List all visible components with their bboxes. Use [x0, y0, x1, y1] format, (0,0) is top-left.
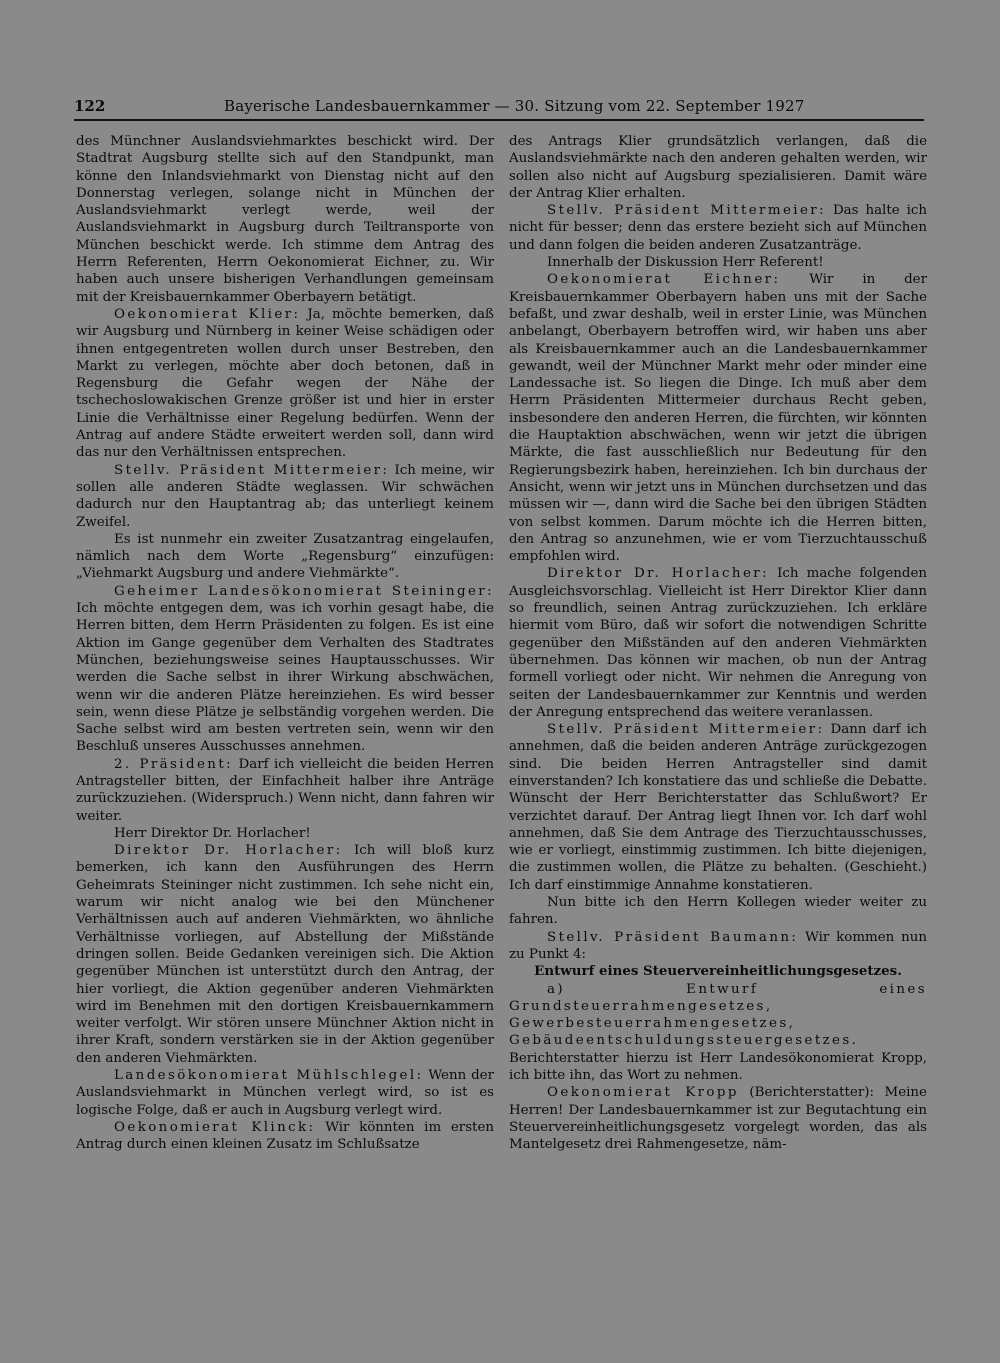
paragraph-text: Dann darf ich annehmen, daß die beiden anderen Anträge zurückgezogen sind. Die beiden Herren Antragsteller sind damit einverstanden? Ich konstatiere das und schließe die Debatte. Wünscht der Herr Berichterstatter das Schlußwort? Er verzichtet darauf. Der Antrag liegt Ihnen vor. Ich darf wohl annehmen, daß Sie dem Antrage des Tierzuchtausschusses, wie er vorliegt, einstimmig zustimmen. Ich bitte diejenigen, die zustimmen wollen, die Plätze zu behalten. (Geschieht.) Ich darf einstimmige Annahme konstatieren.	[509, 722, 927, 893]
paragraph-text: Wir in der Kreisbauernkammer Oberbayern haben uns mit der Sache befaßt, und zwar deshalb, weil in erster Linie, was München anbelangt, Oberbayern betroffen wird, wir haben uns aber als Kreisbauernkammer auch an die Landesbauernkammer gewandt, weil der Münchner Markt mehr oder minder eine Landessache ist. So liegen die Dinge. Ich muß aber dem Herrn Präsidenten Mittermeier durchaus Recht geben, insbesondere den anderen Herren, die fürchten, wir könnten die Hauptaktion abschwächen, wenn wir jetzt die übrigen Märkte, die fast ausschließlich nur Bedeutung für den Regierungsbezirk haben, hereinziehen. Ich bin durchaus der Ansicht, wenn wir jetzt uns in München durchsetzen und das müssen wir —, dann wird die Sache bei den übrigen Städten von selbst kommen. Darum möchte ich die Herren bitten, den Antrag so anzunehmen, wie er vom Tierzuchtausschuß empfohlen wird.	[509, 272, 927, 565]
paragraph-text: Nun bitte ich den Herrn Kollegen wieder weiter zu fahren.	[509, 895, 927, 928]
paragraph-text: Ja, möchte bemerken, daß wir Augsburg und Nürnberg in keiner Weise schädigen oder ihnen entgegentreten wollen durch unser Bestreben, den Markt zu verlegen, möchte aber doch betonen, daß in Regensburg die Gefahr wegen der Nähe der tschechoslowakischen Grenze größer ist und hier in erster Linie die Verhältnisse einer Regelung bedürfen. Wenn der Antrag auf andere Städte erweitert werden soll, dann wird das nur den Verhältnissen entsprechen.	[76, 306, 494, 461]
paragraph	[509, 929, 927, 964]
paragraph-text: Innerhalb der Diskussion Herr Referent!	[547, 255, 824, 271]
paragraph	[76, 462, 494, 531]
paragraph	[509, 894, 927, 929]
speaker-name: Oekonomierat Klier:	[114, 306, 301, 322]
paragraph	[76, 583, 494, 756]
left-column	[76, 133, 494, 1154]
paragraph-text: Berichterstatter hierzu ist Herr Landesökonomierat Kropp, ich bitte ihn, das Wort zu nehmen.	[509, 1050, 927, 1084]
section-heading	[509, 963, 927, 980]
speaker-name: Oekonomierat Eichner:	[547, 272, 781, 288]
paragraph	[509, 565, 927, 721]
speaker-name: Landesökonomierat Mühlschlegel:	[114, 1068, 424, 1084]
paragraph-text: Das halte ich nicht für besser; denn das erstere bezieht sich auf München und dann folgen die beiden anderen Zusatzanträge.	[509, 203, 927, 253]
speaker-name: Geheimer Landesökonomierat Steininger:	[114, 583, 494, 599]
paragraph-text: Ich möchte entgegen dem, was ich vorhin gesagt habe, die Herren bitten, dem Herrn Präsidenten zu folgen. Es ist eine Aktion im Gange gegenüber dem Verhalten des Stadtrates München, beziehungsweise seines Hauptausschusses. Wir werden die Sache selbst in ihrer Wirkung abschwächen, wenn wir die anderen Plätze hereinziehen. Es wird besser sein, wenn diese Plätze je selbständig vorgehen werden. Die Sache selbst wird am besten vertreten sein, wenn wir den Beschluß unseres Ausschusses annehmen.	[76, 601, 494, 755]
paragraph-text: des Münchner Auslandsviehmarktes beschickt wird. Der Stadtrat Augsburg stellte sich auf den Standpunkt, man könne den Inlandsviehmarkt von Dienstag nicht auf den Donnerstag verlegen, solange nicht in München der Auslandsviehmarkt verlegt werde, weil der Auslandsviehmarkt in Augsburg durch Teiltransporte von München beschickt werde. Ich stimme dem Antrag des Herrn Referenten, Herrn Oekonomierat Eichner, zu. Wir haben auch unsere bisherigen Verhandlungen gemeinsam mit der Kreisbauernkammer Oberbayern betätigt.	[76, 134, 494, 305]
paragraph	[76, 531, 494, 583]
speaker-name: Oekonomierat Klinck:	[114, 1119, 316, 1135]
paragraph-text: (Berichterstatter): Meine Herren! Der Landesbauernkammer ist zur Begutachtung ein Steuervereinheitlichungsgesetz vorgelegt worden, das als Mantelgesetz drei Rahmengesetze, näm-	[509, 1085, 927, 1153]
paragraph-text: Wenn der Auslandsviehmarkt in München verlegt wird, so ist es logische Folge, daß er auch in Augsburg verlegt wird.	[76, 1068, 494, 1118]
paragraph	[76, 842, 494, 1067]
paragraph-text: Ich will bloß kurz bemerken, ich kann den Ausführungen des Herrn Geheimrats Steininger nicht zustimmen. Ich sehe nicht ein, warum wir nicht analog wie bei den Münchener Verhältnissen auch auf anderen Viehmärkten, wo ähnliche Verhältnisse vorliegen, auf Abstellung der Mißstände dringen sollen. Beide Gedanken vereinigen sich. Die Aktion gegenüber München ist unterstützt durch den Antrag, der hier vorliegt, die Aktion gegenüber anderen Viehmärkten wird im Benehmen mit den dortigen Kreisbauernkammern weiter verfolgt. Wir stören unsere Münchner Aktion nicht in ihrer Kraft, sondern verstärken sie in der Aktion gegenüber den anderen Viehmärkten.	[76, 843, 494, 1066]
paragraph	[509, 721, 927, 894]
paragraph	[509, 254, 927, 271]
speaker-name: Direktor Dr. Horlacher:	[547, 566, 769, 582]
paragraph	[509, 133, 927, 202]
speaker-name: Stellv. Präsident Mittermeier:	[547, 722, 825, 738]
paragraph-text: Darf ich vielleicht die beiden Herren Antragsteller bitten, der Einfachheit halber ihre Anträge zurückzuziehen. (Widerspruch.) Wenn nicht, dann fahren wir weiter.	[76, 756, 494, 824]
paragraph-text: Herr Direktor Dr. Horlacher!	[114, 825, 311, 841]
paragraph	[76, 133, 494, 306]
paragraph	[509, 202, 927, 254]
right-column	[509, 133, 927, 1154]
paragraph	[76, 1067, 494, 1119]
speaker-name: Stellv. Präsident Mittermeier:	[547, 203, 826, 219]
speaker-name: 2. Präsident:	[114, 756, 234, 772]
speaker-name: Stellv. Präsident Mittermeier:	[114, 462, 390, 478]
paragraph	[76, 756, 494, 825]
page-header	[74, 95, 924, 121]
paragraph-text: Ich meine, wir sollen alle anderen Städte weglassen. Wir schwächen dadurch nur den Hauptantrag ab; das unterliegt keinem Zweifel.	[76, 462, 494, 530]
speaker-name: Oekonomierat Kropp	[547, 1085, 739, 1101]
paragraph	[509, 271, 927, 565]
paragraph	[76, 306, 494, 462]
speaker-name: Direktor Dr. Horlacher:	[114, 843, 343, 859]
paragraph	[509, 981, 927, 1085]
paragraph	[76, 1119, 494, 1154]
paragraph	[76, 825, 494, 842]
paragraph-text: Entwurf eines Steuervereinheitlichungsgesetzes.	[534, 963, 902, 980]
paragraph-text: Wir kommen nun zu Punkt 4:	[509, 929, 927, 962]
paragraph-text: Ich mache folgenden Ausgleichsvorschlag. Vielleicht ist Herr Direktor Klier dann so freundlich, seinen Antrag zurückzuziehen. Ich erkläre hiermit vom Büro, daß wir sofort die notwendigen Schritte gegenüber den Mißständen auf den anderen Viehmärkten übernehmen. Das können wir machen, ob nun der Antrag formell vorliegt oder nicht. Wir nehmen die Anregung von seiten der Landesbauernkammer zur Kenntnis und werden der Anregung entsprechend das weitere veranlassen.	[509, 566, 927, 720]
paragraph	[509, 1084, 927, 1153]
speaker-name: a) Entwurf eines Grundsteuerrahmengesetzes, Gewerbesteuerrahmengesetzes, Gebäudeentschuldungssteuergesetzes.	[509, 981, 927, 1049]
paragraph-text: des Antrags Klier grundsätzlich verlangen, daß die Auslandsviehmärkte nach den anderen gehalten werden, wir sollen also nicht auf Augsburg spezialisieren. Damit wäre der Antrag Klier erhalten.	[509, 134, 927, 201]
speaker-name: Stellv. Präsident Baumann:	[547, 929, 799, 945]
page-number: 122	[74, 97, 106, 115]
running-head: Bayerische Landesbauernkammer — 30. Sitzung vom 22. September 1927	[224, 97, 805, 115]
paragraph-text: Es ist nunmehr ein zweiter Zusatzantrag eingelaufen, nämlich nach dem Worte „Regensburg“ einzufügen: „Viehmarkt Augsburg und andere Viehmärkte“.	[76, 531, 494, 582]
paragraph-text: Wir könnten im ersten Antrag durch einen kleinen Zusatz im Schlußsatze	[76, 1119, 494, 1153]
